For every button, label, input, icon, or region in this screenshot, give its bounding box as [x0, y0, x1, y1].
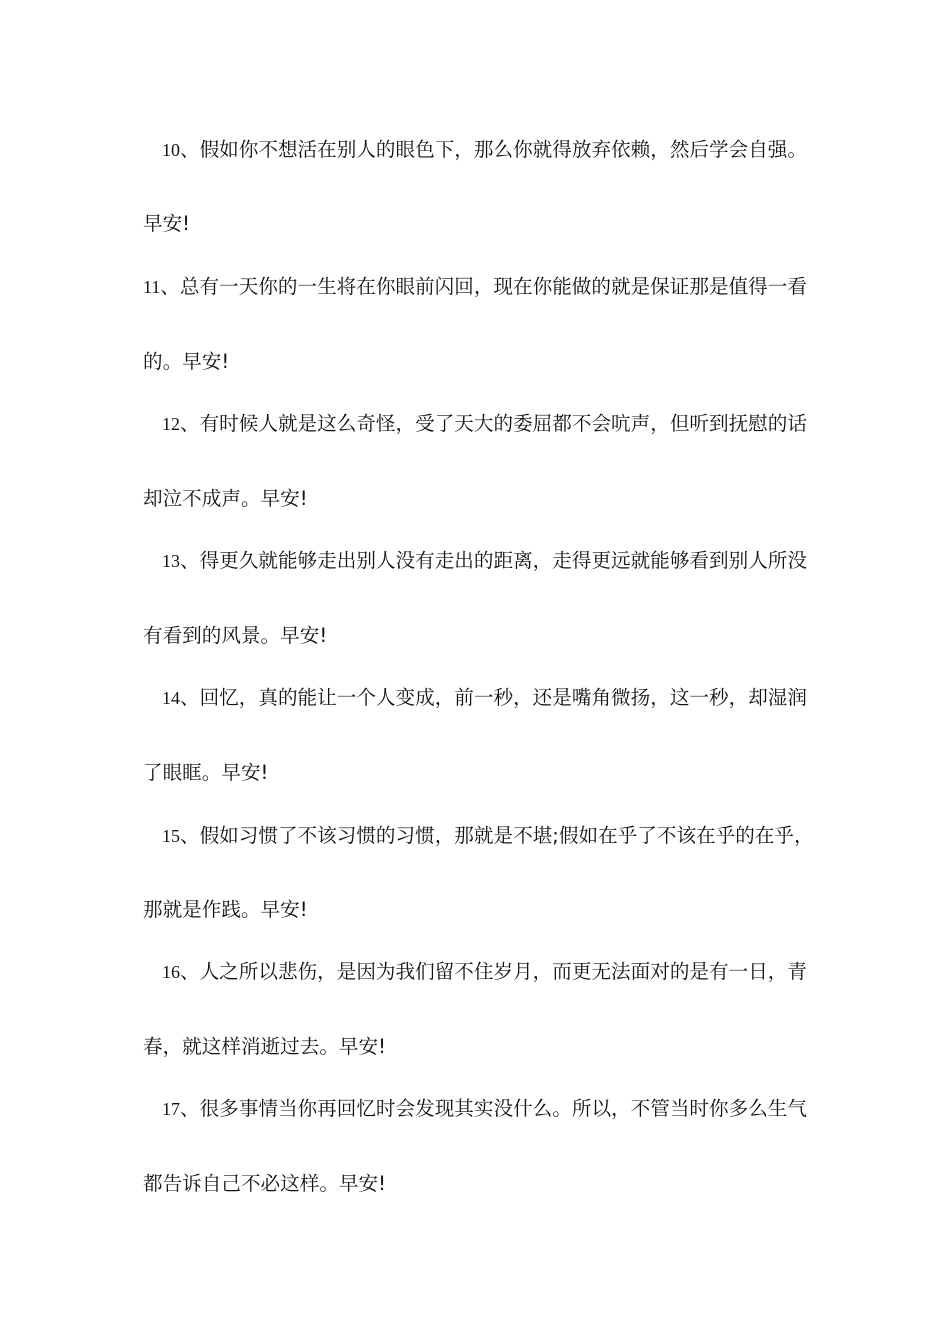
- paragraph-14-line-2: 了眼眶。早安!: [143, 761, 269, 784]
- paragraph-text: 、人之所以悲伤，是因为我们留不住岁月，而更无法面对的是有一日，青: [180, 960, 807, 983]
- paragraph-15-line-1: [162, 824, 814, 848]
- paragraph-17-line-2: 都告诉自己不必这样。早安!: [143, 1172, 386, 1195]
- paragraph-11-line-1: [143, 275, 807, 299]
- paragraph-text: 、假如你不想活在别人的眼色下，那么你就得放弃依赖，然后学会自强。: [180, 138, 807, 161]
- paragraph-number: 17: [162, 1099, 180, 1119]
- paragraph-number: 13: [162, 551, 180, 571]
- paragraph-17-line-1: [162, 1097, 807, 1121]
- paragraph-number: 16: [162, 962, 180, 982]
- paragraph-13-line-2: 有看到的风景。早安!: [143, 624, 328, 647]
- paragraph-text: 、假如习惯了不该习惯的习惯，那就是不堪;假如在乎了不该在乎的在乎，: [180, 824, 814, 847]
- paragraph-12-line-1: [162, 412, 807, 436]
- paragraph-text: 、回忆，真的能让一个人变成，前一秒，还是嘴角微扬，这一秒，却湿润: [180, 686, 807, 709]
- paragraph-13-line-1: [162, 549, 807, 573]
- paragraph-16-line-1: [162, 960, 807, 984]
- paragraph-number: 14: [162, 688, 180, 708]
- paragraph-number: 11: [143, 277, 161, 297]
- paragraph-number: 15: [162, 826, 180, 846]
- paragraph-16-line-2: 春，就这样消逝过去。早安!: [143, 1035, 386, 1058]
- paragraph-15-line-2: 那就是作践。早安!: [143, 898, 308, 921]
- paragraph-text: 、很多事情当你再回忆时会发现其实没什么。所以，不管当时你多么生气: [180, 1097, 807, 1120]
- paragraph-10-line-1: [162, 138, 807, 162]
- paragraph-text: 、总有一天你的一生将在你眼前闪回，现在你能做的就是保证那是值得一看: [160, 275, 807, 298]
- paragraph-11-line-2: 的。早安!: [143, 350, 230, 373]
- paragraph-number: 10: [162, 140, 180, 160]
- paragraph-number: 12: [162, 414, 180, 434]
- paragraph-text: 、有时候人就是这么奇怪，受了天大的委屈都不会吭声，但听到抚慰的话: [180, 412, 807, 435]
- paragraph-14-line-1: [162, 686, 807, 710]
- paragraph-text: 、得更久就能够走出别人没有走出的距离，走得更远就能够看到别人所没: [180, 549, 807, 572]
- paragraph-10-line-2: 早安!: [143, 212, 191, 235]
- paragraph-12-line-2: 却泣不成声。早安!: [143, 487, 308, 510]
